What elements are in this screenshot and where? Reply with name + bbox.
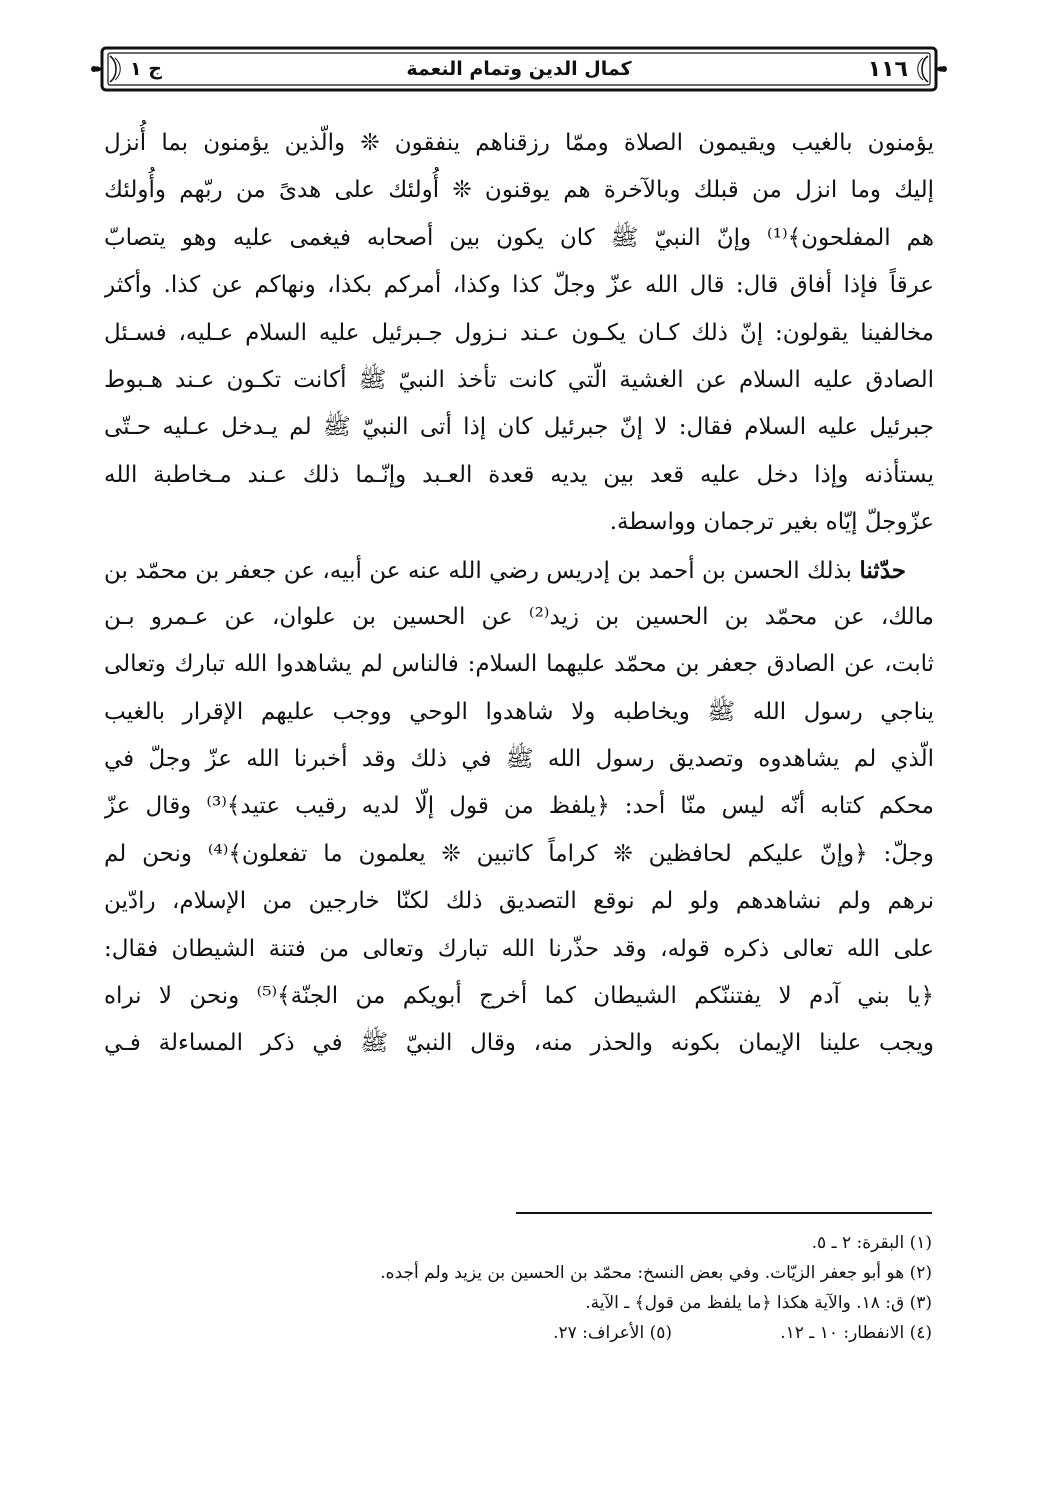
footnote-3: (٣) ق: ١٨. والآية هكذا ﴿ما يلفظ من قول﴾ ـ الآية. (585, 1293, 932, 1313)
volume-label: ج ١ (130, 58, 162, 80)
footnotes (150, 1228, 932, 1348)
text-line: وجلّ: ﴿وإنّ عليكم لحافظين ❊ كراماً كاتبين ❊ يعلمون ما تفعلون﴾⁽⁴⁾ ونحن لم (104, 840, 934, 867)
text-line: مخالفينا يقولون: إنّ ذلك كـان يكـون عـند نـزول جـبرئيل عليه السلام عـليه، فسـئل (104, 319, 934, 346)
text-line: ﴿يا بني آدم لا يفتننّكم الشيطان كما أخرج أبويكم من الجنّة﴾⁽⁵⁾ ونحن لا نراه (104, 983, 934, 1010)
main-text (104, 120, 934, 1068)
text-line-paragraph-start (104, 547, 934, 594)
paragraph-lead-line: حدّثنا بذلك الحسن بن أحمد بن إدريس رضي الله عنه عن أبيه، عن جعفر بن محمّد بن (104, 556, 906, 584)
running-header (88, 46, 950, 92)
footnote-2: (٢) هو أبو جعفر الزيّات. وفي بعض النسخ: محمّد بن الحسين بن يزيد ولم أجده. (380, 1263, 932, 1283)
text-line: ويجب علينا الإيمان بكونه والحذر منه، وقال النبيّ ﷺ في ذكر المساءلة فـي (104, 1030, 934, 1057)
text-line: يناجي رسول الله ﷺ ويخاطبه ولا شاهدوا الوحي ووجب عليهم الإقرار بالغيب (104, 698, 934, 725)
page-number: ١١٦ (867, 56, 908, 82)
footnote-row (150, 1318, 932, 1348)
text-line: الصادق عليه السلام عن الغشية الّتي كانت تأخذ النبيّ ﷺ أكانت تكـون عـند هـبوط (104, 366, 934, 393)
text-line: إليك وما انزل من قبلك وبالآخرة هم يوقنون ❊ أُولئك على هدىً من ربّهم وأُولئك (104, 177, 934, 204)
text-line: عرقاً فإذا أفاق قال: قال الله عزّ وجلّ كذا وكذا، أمركم بكذا، ونهاكم عن كذا. وأكثر (104, 272, 934, 299)
text-line: يستأذنه وإذا دخل عليه قعد بين يديه قعدة العـبد وإنّـما ذلك عـند مـخاطبة الله (104, 461, 934, 488)
text-line: نرهم ولم نشاهدهم ولو لم نوقع التصديق ذلك لكنّا خارجين من الإسلام، رادّين (104, 888, 934, 915)
text-line: مالك، عن محمّد بن الحسين بن زيد⁽²⁾ عن الحسين بن علوان، عن عـمرو بـن (104, 603, 934, 630)
footnote-1: (١) البقرة: ٢ ـ ٥. (811, 1233, 932, 1253)
text-line: يؤمنون بالغيب ويقيمون الصلاة وممّا رزقناهم ينفقون ❊ والّذين يؤمنون بما أُنزل (104, 130, 934, 156)
text-line: جبرئيل عليه السلام فقال: لا إنّ جبرئيل كان إذا أتى النبيّ ﷺ لم يـدخل عـليه حـتّى (104, 414, 934, 441)
footnote-separator (516, 1212, 932, 1214)
text-line: ثابت، عن الصادق جعفر بن محمّد عليهما السلام: فالناس لم يشاهدوا الله تبارك وتعالى (104, 651, 934, 678)
footnote-5: (٥) الأعراف: ٢٧. (553, 1323, 672, 1343)
text-line: الّذي لم يشاهدوه وتصديق رسول الله ﷺ في ذلك وقد أخبرنا الله عزّ وجلّ في (104, 746, 934, 773)
paragraph-lead-word: حدّثنا (859, 556, 906, 584)
text-line: عزّوجلّ إيّاه بغير ترجمان وواسطة. (609, 509, 934, 536)
text-line: محكم كتابه أنّه ليس منّا أحد: ﴿يلفظ من قول إلّا لديه رقيب عتيد﴾⁽³⁾ وقال عزّ (104, 793, 934, 820)
book-title: كمال الدين وتمام النعمة (406, 58, 632, 80)
text-line: هم المفلحون﴾⁽¹⁾ وإنّ النبيّ ﷺ كان يكون بين أصحابه فيغمى عليه وهو يتصابّ (104, 224, 934, 251)
footnote-4: (٤) الانفطار: ١٠ ـ ١٢. (780, 1323, 932, 1343)
text-line: على الله تعالى ذكره قوله، وقد حذّرنا الله تبارك وتعالى من فتنة الشيطان فقال: (104, 935, 934, 962)
